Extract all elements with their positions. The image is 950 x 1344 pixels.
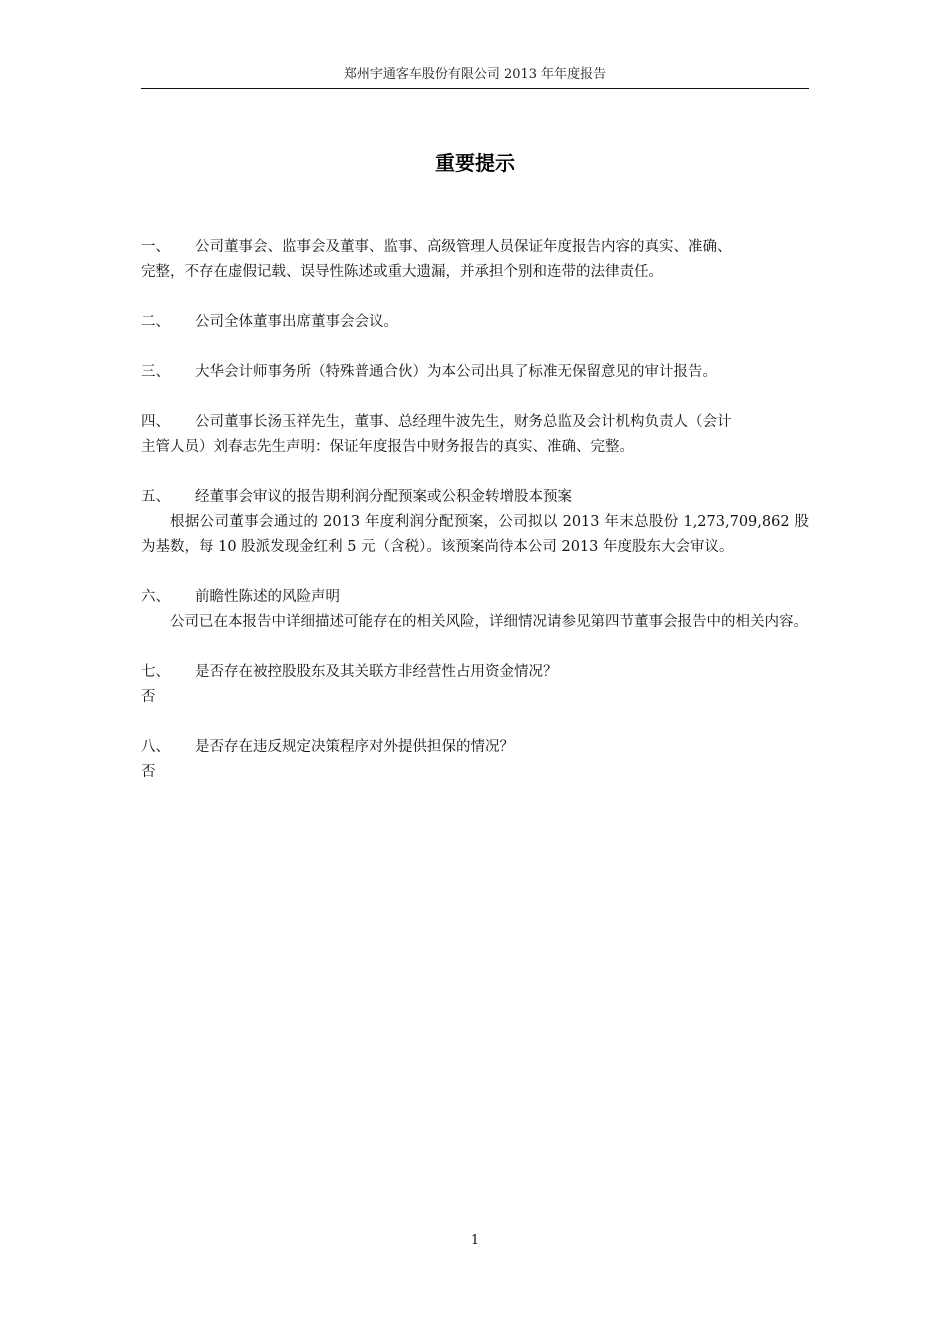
notice-item-2 — [141, 310, 809, 335]
document-body — [141, 235, 809, 785]
item-number: 四、 — [141, 414, 170, 430]
item-number: 二、 — [141, 314, 170, 330]
item-text: 公司董事长汤玉祥先生，董事、总经理牛波先生，财务总监及会计机构负责人（会计 — [195, 414, 732, 430]
item-number: 五、 — [141, 489, 170, 505]
item-text: 公司董事会、监事会及董事、监事、高级管理人员保证年度报告内容的真实、准确、 — [195, 239, 732, 255]
notice-item-7 — [141, 660, 809, 710]
notice-item-3 — [141, 360, 809, 385]
item-number: 一、 — [141, 239, 170, 255]
item-answer: 否 — [141, 689, 156, 705]
notice-item-8 — [141, 735, 809, 785]
item-text-continued: 主管人员）刘春志先生声明：保证年度报告中财务报告的真实、准确、完整。 — [141, 439, 634, 455]
item-question: 是否存在被控股股东及其关联方非经营性占用资金情况？ — [195, 664, 558, 680]
item-number: 六、 — [141, 589, 170, 605]
notice-item-1 — [141, 235, 809, 285]
item-answer: 否 — [141, 764, 156, 780]
item-text: 大华会计师事务所（特殊普通合伙）为本公司出具了标准无保留意见的审计报告。 — [195, 364, 717, 380]
page-title: 重要提示 — [435, 151, 515, 175]
page-number: 1 — [470, 1233, 480, 1248]
running-header: 郑州宇通客车股份有限公司 2013 年年度报告 — [343, 67, 607, 82]
notice-item-5 — [141, 485, 809, 560]
item-number: 三、 — [141, 364, 170, 380]
item-number: 七、 — [141, 664, 170, 680]
item-heading: 前瞻性陈述的风险声明 — [195, 589, 340, 605]
notice-item-4 — [141, 410, 809, 460]
item-number: 八、 — [141, 739, 170, 755]
item-heading: 经董事会审议的报告期利润分配预案或公积金转增股本预案 — [195, 489, 572, 505]
item-question: 是否存在违反规定决策程序对外提供担保的情况？ — [195, 739, 514, 755]
risk-statement-paragraph: 公司已在本报告中详细描述可能存在的相关风险，详细情况请参见第四节董事会报告中的相关内容。 — [170, 614, 808, 630]
item-text: 公司全体董事出席董事会会议。 — [195, 314, 398, 330]
header-divider — [141, 88, 809, 89]
profit-distribution-paragraph: 根据公司董事会通过的 2013 年度利润分配预案，公司拟以 2013 年末总股份 1,273,709,862 股为基数，每 10 股派发现金红利 5 元（含税）。该预案尚待本公司 2013 年度股东大会审议。 — [141, 514, 809, 555]
item-text-continued: 完整，不存在虚假记载、误导性陈述或重大遗漏，并承担个别和连带的法律责任。 — [141, 264, 663, 280]
notice-item-6 — [141, 585, 809, 635]
